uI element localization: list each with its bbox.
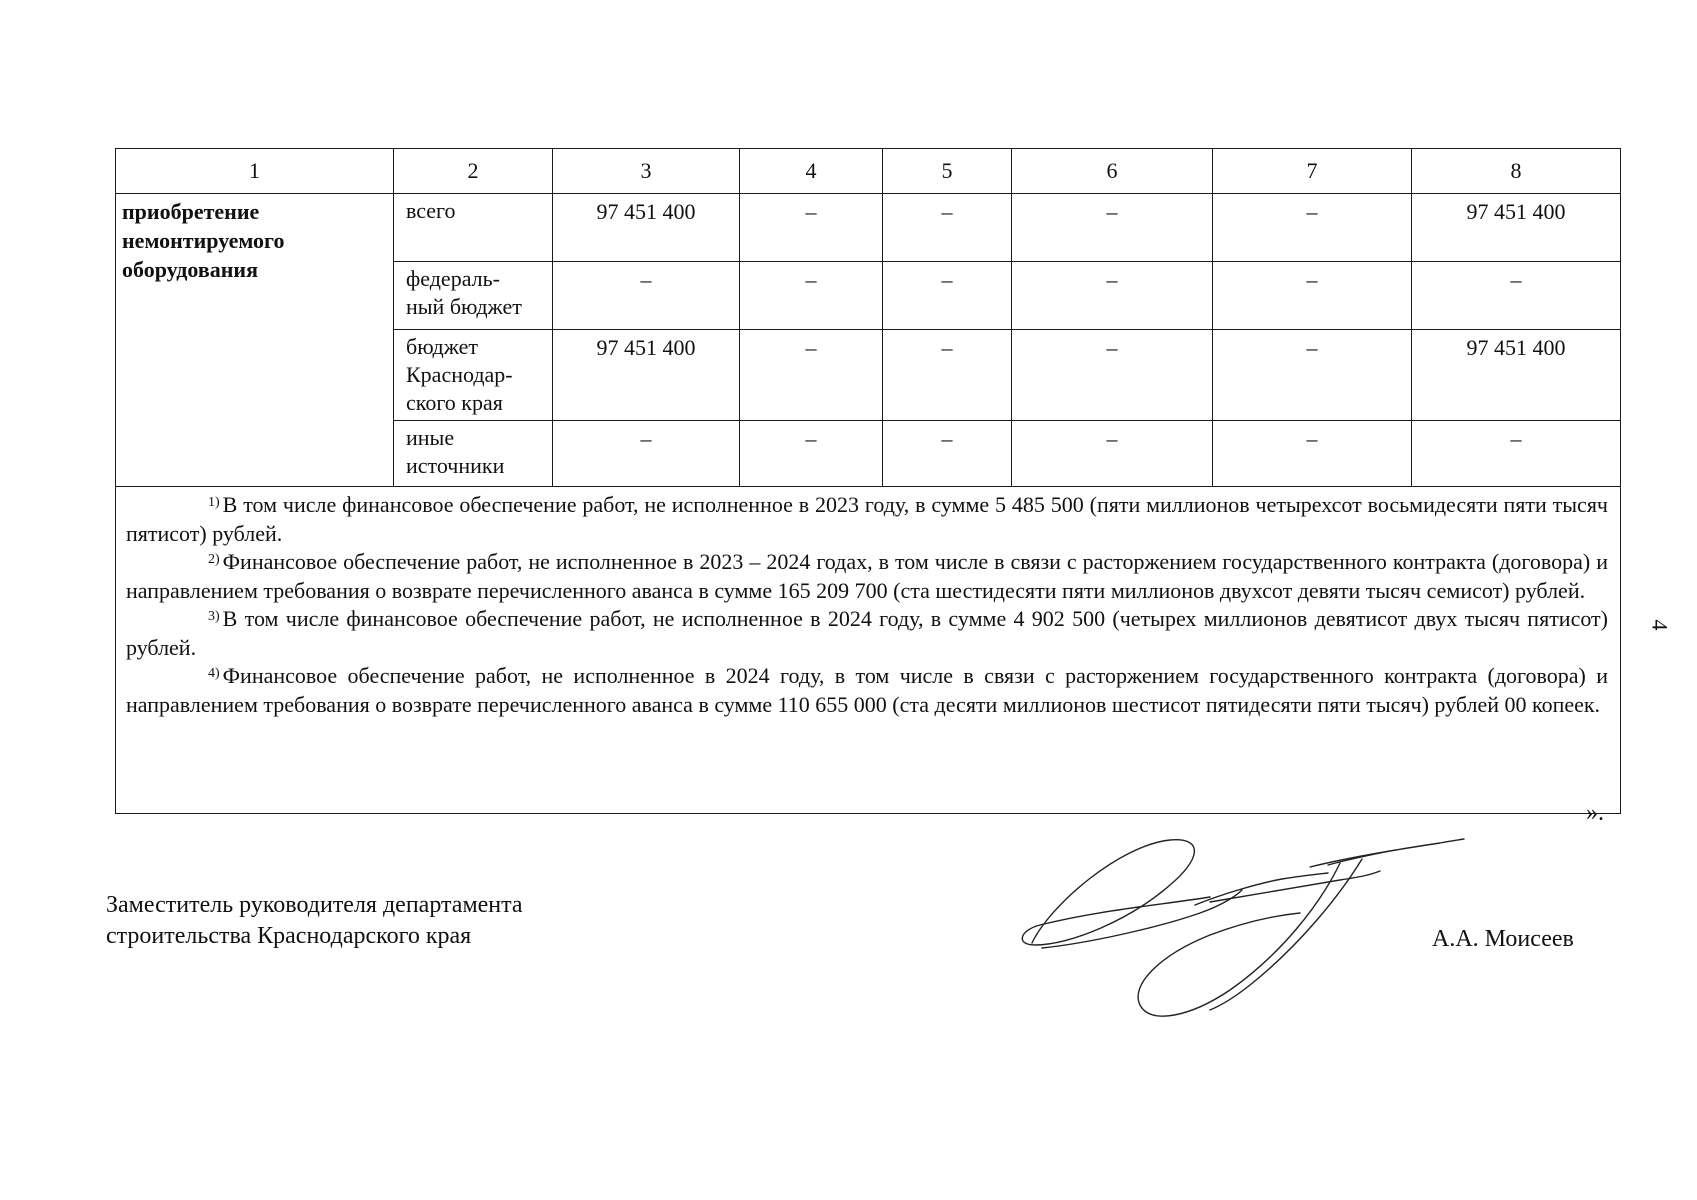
funding-source-line: всего: [406, 198, 456, 223]
funding-source-line: Краснодар-: [406, 362, 513, 387]
footnote-marker: 3): [208, 609, 220, 624]
value-cell: 97 451 400: [553, 330, 740, 421]
value-cell: –: [1213, 194, 1412, 262]
footnote-text: В том числе финансовое обеспечение работ, не исполненное в 2023 году, в сумме 5 485 500 (пяти миллионов четырехсот восьмидесяти пяти тысяч пятисот) рублей.: [126, 492, 1608, 546]
footnote: [126, 548, 1608, 605]
value-cell: 97 451 400: [1412, 330, 1621, 421]
footnote-marker: 4): [208, 666, 220, 681]
footnote-marker: 2): [208, 552, 220, 567]
funding-source-line: ского края: [406, 390, 503, 415]
column-number: 5: [883, 149, 1012, 194]
value-cell: –: [1012, 330, 1213, 421]
value-cell: –: [883, 262, 1012, 330]
table-row: [116, 194, 1621, 262]
value-cell: –: [1012, 421, 1213, 487]
column-number: 1: [116, 149, 394, 194]
page-number: 4: [1647, 619, 1673, 631]
column-number: 7: [1213, 149, 1412, 194]
footnotes-row: [116, 487, 1621, 814]
item-name-line: оборудования: [122, 257, 258, 282]
funding-source-line: федераль-: [406, 266, 500, 291]
value-cell: –: [553, 262, 740, 330]
footnote: [126, 662, 1608, 719]
column-number: 2: [394, 149, 553, 194]
value-cell: –: [1412, 262, 1621, 330]
funding-source-cell: [394, 421, 553, 487]
footnote-text: Финансовое обеспечение работ, не исполненное в 2024 году, в том числе в связи с расторжением государственного контракта (договора) и направлением требования о возврате перечисленного аванса в сумме 110 655 000 (ста десяти миллионов шестисот пятидесяти пяти тысяч) рублей 00 копеек.: [126, 663, 1608, 717]
footnote-text: В том числе финансовое обеспечение работ, не исполненное в 2024 году, в сумме 4 902 500 (четырех миллионов девятисот двух тысяч пятисот) рублей.: [126, 606, 1608, 660]
item-name-line: немонтируемого: [122, 228, 285, 253]
value-cell: –: [740, 421, 883, 487]
value-cell: –: [1012, 262, 1213, 330]
closing-quote: ».: [1586, 800, 1604, 826]
signer-title: [106, 890, 523, 952]
value-cell: –: [883, 421, 1012, 487]
value-cell: –: [740, 194, 883, 262]
funding-source-line: ный бюджет: [406, 294, 522, 319]
footnote-marker: 1): [208, 495, 220, 510]
value-cell: 97 451 400: [553, 194, 740, 262]
value-cell: –: [740, 330, 883, 421]
column-number: 6: [1012, 149, 1213, 194]
value-cell: –: [1213, 262, 1412, 330]
value-cell: –: [553, 421, 740, 487]
column-number: 3: [553, 149, 740, 194]
footnote-text: Финансовое обеспечение работ, не исполненное в 2023 – 2024 годах, в том числе в связи с расторжением государственного контракта (договора) и направлением требования о возврате перечисленного аванса в сумме 165 209 700 (ста шестидесяти пяти миллионов двухсот девяти тысяч семисот) рублей.: [126, 549, 1608, 603]
value-cell: –: [1012, 194, 1213, 262]
value-cell: –: [1213, 421, 1412, 487]
value-cell: –: [740, 262, 883, 330]
funding-source-cell: [394, 330, 553, 421]
value-cell: –: [1213, 330, 1412, 421]
funding-source-line: бюджет: [406, 334, 478, 359]
handwritten-signature: [1010, 835, 1480, 1025]
funding-source-line: источники: [406, 453, 505, 478]
footnote: [126, 491, 1608, 548]
budget-table: [115, 148, 1621, 814]
value-cell: 97 451 400: [1412, 194, 1621, 262]
funding-source-cell: [394, 194, 553, 262]
item-name-cell: [116, 194, 394, 487]
value-cell: –: [883, 194, 1012, 262]
signer-title-line: Заместитель руководителя департамента: [106, 892, 523, 918]
footnotes-cell: [116, 487, 1621, 814]
value-cell: –: [883, 330, 1012, 421]
value-cell: –: [1412, 421, 1621, 487]
funding-source-cell: [394, 262, 553, 330]
column-number: 4: [740, 149, 883, 194]
column-number: 8: [1412, 149, 1621, 194]
signer-name: А.А. Моисеев: [1432, 926, 1574, 952]
funding-source-line: иные: [406, 425, 455, 450]
signer-title-line: строительства Краснодарского края: [106, 923, 472, 949]
item-name-line: приобретение: [122, 199, 260, 224]
table-header-row: [116, 149, 1621, 194]
footnote: [126, 605, 1608, 662]
